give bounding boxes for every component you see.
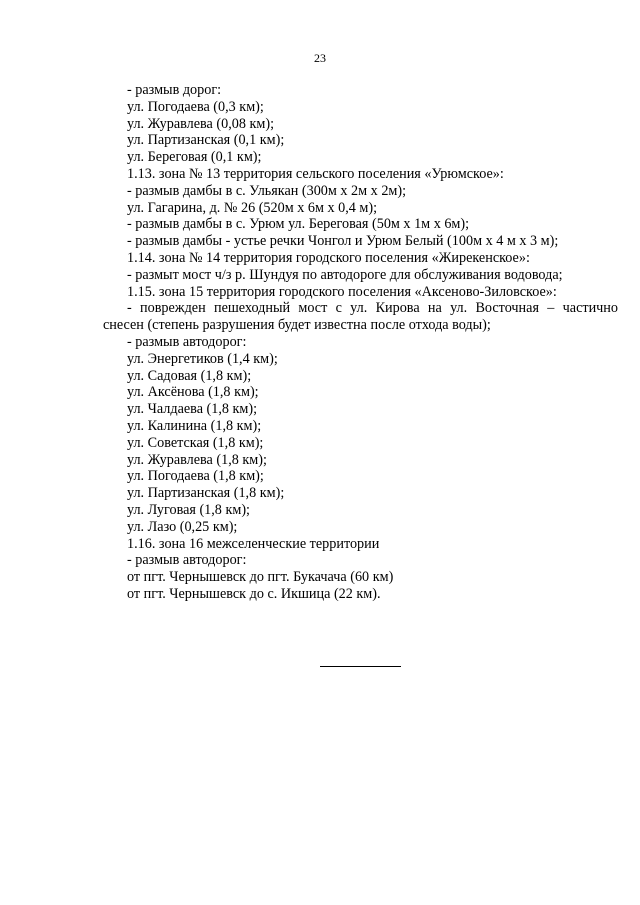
page-number: 23 [314,51,326,65]
text-line: ул. Погодаева (1,8 км); [127,468,264,485]
text-line: ул. Погодаева (0,3 км); [127,98,264,115]
text-line: ул. Луговая (1,8 км); [127,501,250,518]
text-line: ул. Лазо (0,25 км); [127,518,238,535]
text-line: 1.16. зона 16 межселенческие территории [127,535,380,552]
text-line: от пгт. Чернышевск до с. Икшица (22 км). [127,585,381,602]
text-line: от пгт. Чернышевск до пгт. Букачача (60 км) [127,569,394,586]
text-line: ул. Энергетиков (1,4 км); [127,350,278,367]
text-line: - размыв дамбы в с. Ульякан (300м х 2м х 2м); [127,182,407,199]
text-line: - размыв автодорог: [127,552,247,569]
text-line: ул. Аксёнова (1,8 км); [127,384,259,401]
text-line: ул. Гагарина, д. № 26 (520м х 6м х 0,4 м); [127,199,378,216]
text-line: снесен (степень разрушения будет известна после отхода воды); [103,317,491,334]
text-line: ул. Партизанская (1,8 км); [127,485,285,502]
text-line: 1.13. зона № 13 территория сельского поселения «Урюмское»: [127,165,504,182]
text-line: - размыт мост ч/з р. Шундуя по автодороге для обслуживания водовода; [127,266,563,283]
text-line: ул. Журавлева (0,08 км); [127,115,275,132]
text-line: ул. Партизанская (0,1 км); [127,132,285,149]
text-line: ул. Советская (1,8 км); [127,434,264,451]
text-line: - размыв дамбы в с. Урюм ул. Береговая (50м х 1м х 6м); [127,216,470,233]
text-line: ул. Береговая (0,1 км); [127,149,262,166]
text-line: ул. Садовая (1,8 км); [127,367,252,384]
text-line: ул. Калинина (1,8 км); [127,417,262,434]
document-body [103,82,618,603]
text-line: - поврежден пешеходный мост с ул. Кирова на ул. Восточная – частично [127,300,618,317]
text-line: - размыв автодорог: [127,333,247,350]
text-line: - размыв дамбы - устье речки Чонгол и Урюм Белый (100м х 4 м х 3 м); [127,233,559,250]
text-line: ул. Чалдаева (1,8 км); [127,401,258,418]
footer-divider [320,666,401,667]
text-line: 1.14. зона № 14 территория городского поселения «Жирекенское»: [127,249,530,266]
text-line: - размыв дорог: [127,82,222,98]
text-line: ул. Журавлева (1,8 км); [127,451,267,468]
text-line: 1.15. зона 15 территория городского поселения «Аксеново-Зиловское»: [127,283,557,300]
